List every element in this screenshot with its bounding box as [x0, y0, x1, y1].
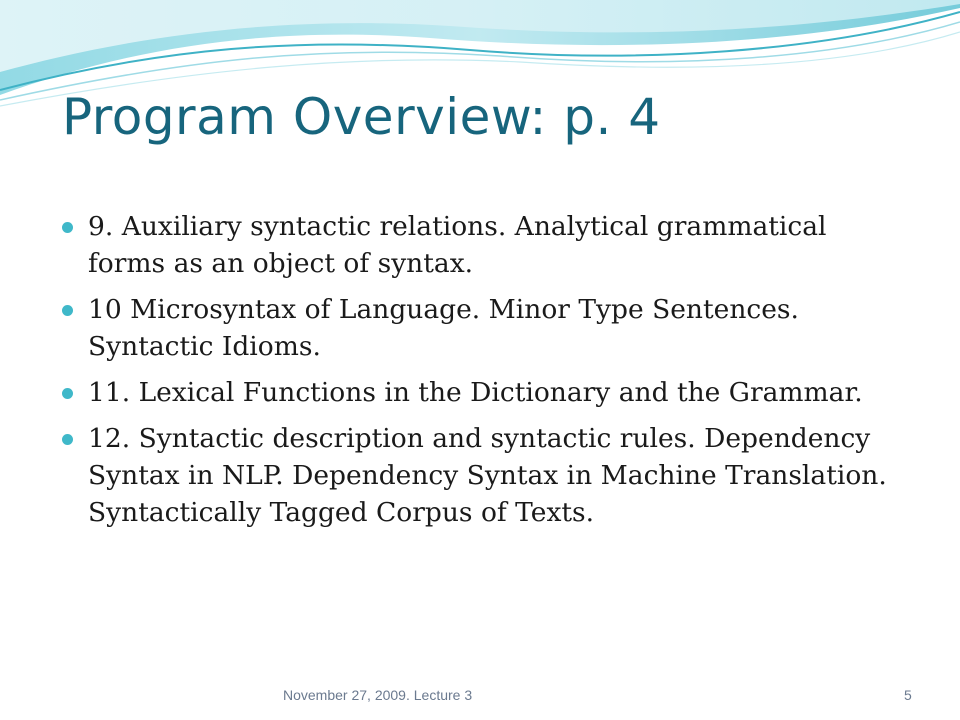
bullet-text: 9. Auxiliary syntactic relations. Analytical grammatical forms as an object of syntax.: [88, 211, 827, 279]
bullet-text: 11. Lexical Functions in the Dictionary and the Grammar.: [88, 377, 863, 408]
bullet-item: [62, 291, 912, 365]
bullet-dot-icon: [62, 305, 73, 316]
bullet-dot-icon: [62, 388, 73, 399]
bullet-item: [62, 374, 912, 411]
bullet-list: [62, 208, 912, 540]
bullet-item: [62, 208, 912, 282]
footer-date: November 27, 2009. Lecture 3: [283, 687, 473, 703]
bullet-dot-icon: [62, 222, 73, 233]
bullet-text: 10 Microsyntax of Language. Minor Type Sentences. Syntactic Idioms.: [88, 294, 799, 362]
bullet-item: [62, 420, 912, 531]
bullet-dot-icon: [62, 434, 73, 445]
slide-title: Program Overview: p. 4: [62, 88, 661, 146]
page-number: 5: [904, 687, 912, 703]
bullet-text: 12. Syntactic description and syntactic rules. Dependency Syntax in NLP. Dependency Syntax in Machine Translation. Syntactically Tagged Corpus of Texts.: [88, 423, 887, 528]
